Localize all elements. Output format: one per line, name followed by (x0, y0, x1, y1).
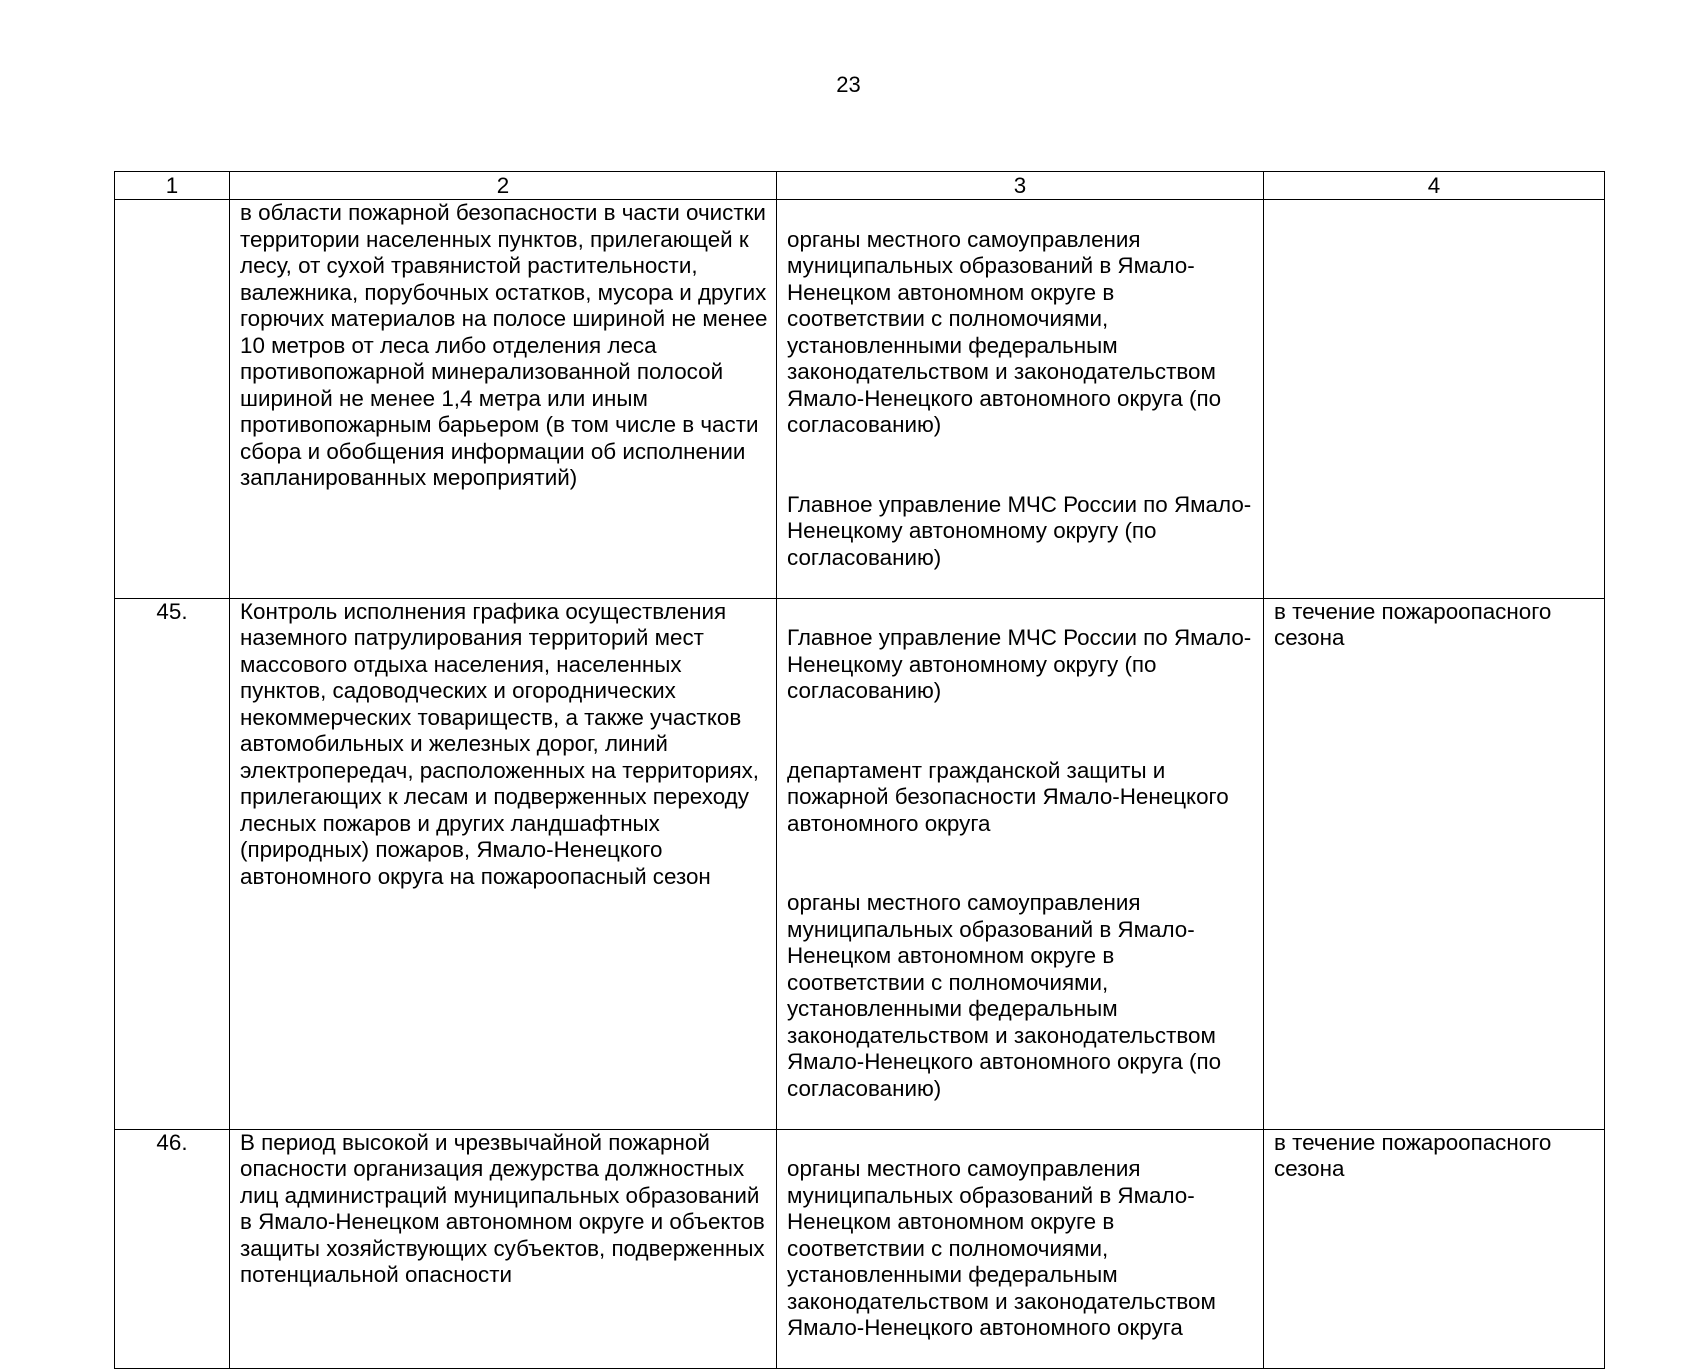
action-cell: В период высокой и чрезвычайной пожарной опасности организация дежурства должностных лиц администраций муниципальных образований в Ямало-Ненецком автономном округе и объектов защиты хозяйствующих субъектов, подверженных потенциальной опасности (230, 1129, 777, 1369)
page-number: 23 (836, 72, 861, 97)
table-header (115, 172, 1605, 200)
row-number: 45. (115, 598, 230, 1129)
responsible-item: органы местного самоуправления муниципальных образований в Ямало-Ненецком автономном округе в соответствии с полномочиями, установленными федеральным законодательством и законодательством Ямало-Ненецкого автономного округа (по согласованию) (787, 226, 1222, 437)
responsible-item: органы местного самоуправления муниципальных образований в Ямало-Ненецком автономном округе в соответствии с полномочиями, установленными федеральным законодательством и законодательством Ямало-Ненецкого автономного округа (по согласованию) (787, 890, 1222, 1101)
deadline-cell (1264, 200, 1605, 599)
header-col-3: 3 (777, 172, 1264, 200)
table-body (115, 200, 1605, 1369)
responsible-cell (777, 598, 1264, 1129)
header-col-4: 4 (1264, 172, 1605, 200)
table-row (115, 598, 1605, 1129)
deadline-cell: в течение пожароопасного сезона (1264, 598, 1605, 1129)
responsible-cell (777, 200, 1264, 599)
header-col-2: 2 (230, 172, 777, 200)
header-row (115, 172, 1605, 200)
action-cell: в области пожарной безопасности в части очистки территории населенных пунктов, прилегающей к лесу, от сухой травянистой растительности, валежника, порубочных остатков, мусора и других горючих материалов на полосе шириной не менее 10 метров от леса либо отделения леса противопожарной минерализованной полосой шириной не менее 1,4 метра или иным противопожарным барьером (в том числе в части сбора и обобщения информации об исполнении запланированных мероприятий) (230, 200, 777, 599)
responsible-item: департамент гражданской защиты и пожарной безопасности Ямало-Ненецкого автономного округа (787, 757, 1229, 836)
table-row (115, 200, 1605, 599)
responsible-item: Главное управление МЧС России по Ямало-Ненецкому автономному округу (по согласованию) (787, 625, 1252, 703)
measures-table (114, 171, 1605, 1369)
table-row (115, 1129, 1605, 1369)
row-number (115, 200, 230, 599)
responsible-cell (777, 1129, 1264, 1369)
deadline-cell: в течение пожароопасного сезона (1264, 1129, 1605, 1369)
action-cell: Контроль исполнения графика осуществления наземного патрулирования территорий мест массового отдыха населения, населенных пунктов, садоводческих и огороднических некоммерческих товариществ, а также участков автомобильных и железных дорог, линий электропередач, расположенных на территориях, прилегающих к лесам и подверженных переходу лесных пожаров и других ландшафтных (природных) пожаров, Ямало-Ненецкого автономного округа на пожароопасный сезон (230, 598, 777, 1129)
responsible-item: органы местного самоуправления муниципальных образований в Ямало-Ненецком автономном округе в соответствии с полномочиями, установленными федеральным законодательством и законодательством Ямало-Ненецкого автономного округа (787, 1156, 1216, 1340)
responsible-item: Главное управление МЧС России по Ямало-Ненецкому автономному округу (по согласованию) (787, 491, 1252, 570)
header-col-1: 1 (115, 172, 230, 200)
row-number: 46. (115, 1129, 230, 1369)
